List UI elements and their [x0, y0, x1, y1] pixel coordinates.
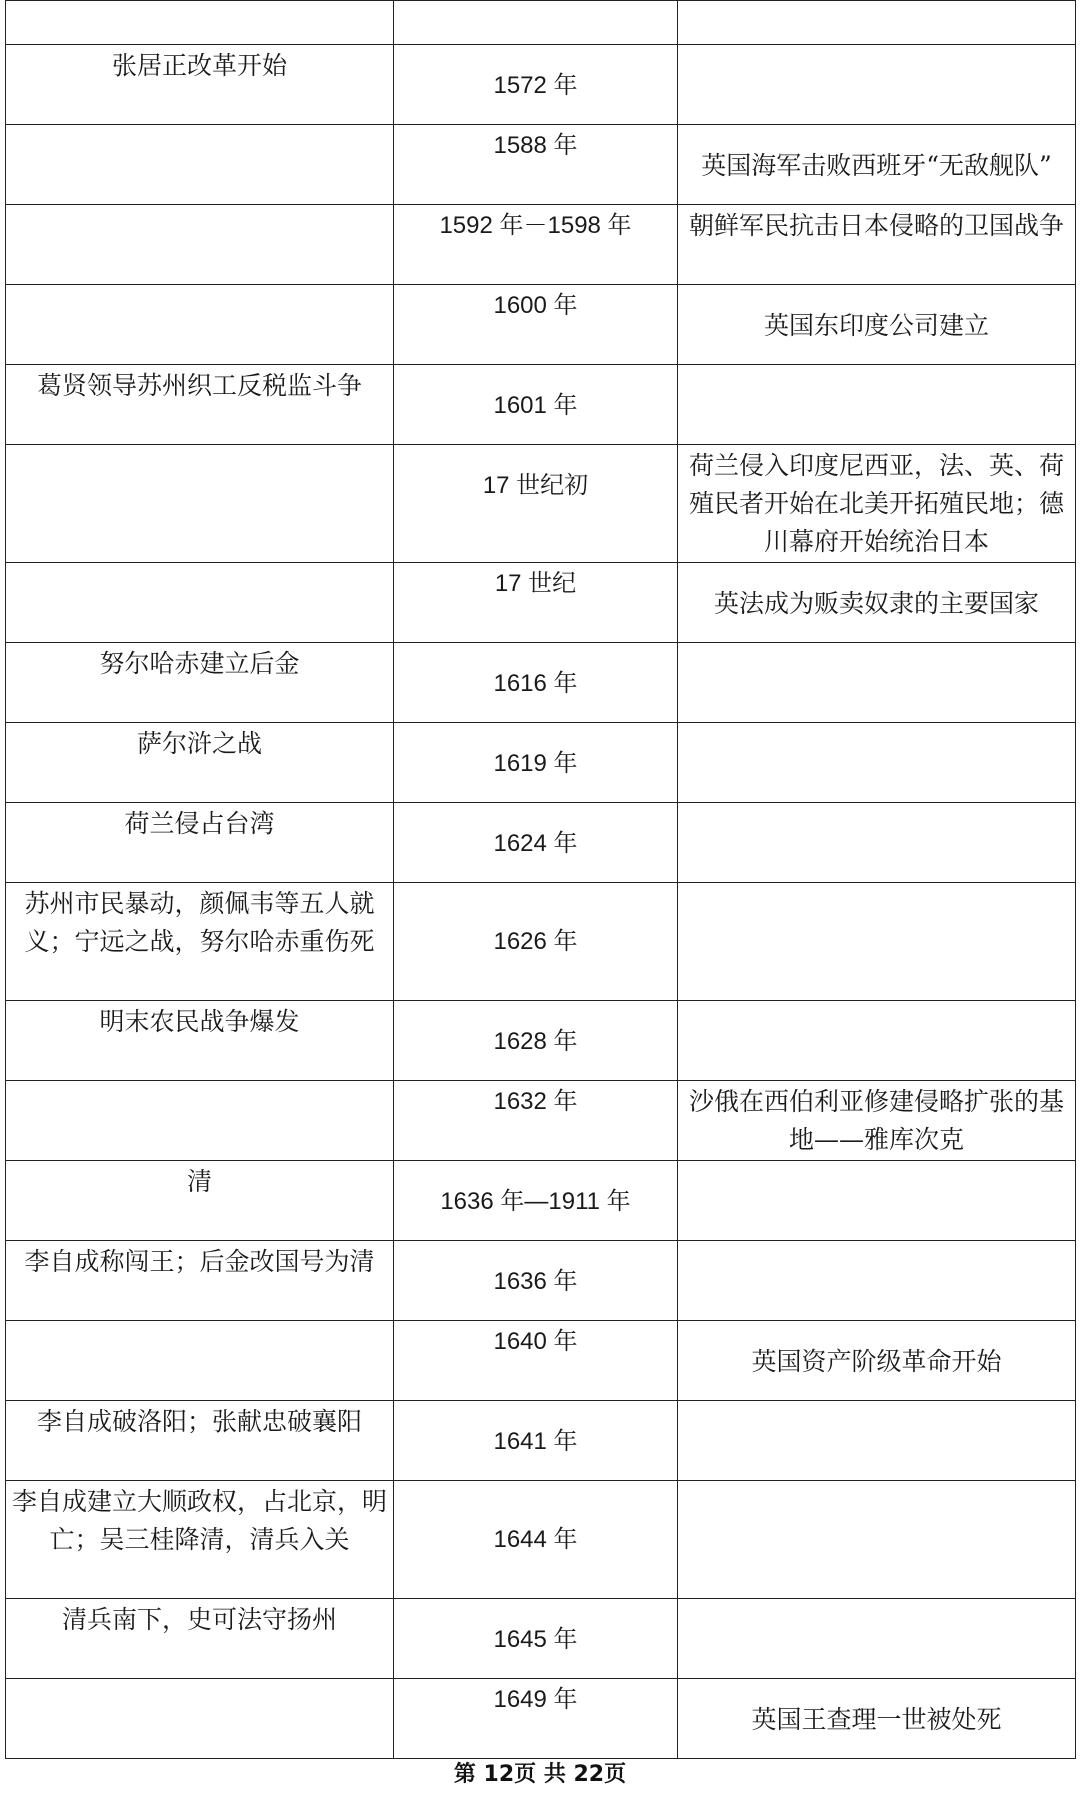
table-row	[6, 205, 1076, 285]
world-event-cell	[678, 1481, 1076, 1599]
china-event-cell: 张居正改革开始	[6, 45, 394, 125]
table-row	[6, 1679, 1076, 1759]
table-row	[6, 1401, 1076, 1481]
china-event-cell: 清兵南下，史可法守扬州	[6, 1599, 394, 1679]
world-event-cell: 沙俄在西伯利亚修建侵略扩张的基地——雅库次克	[678, 1081, 1076, 1161]
table-row	[6, 1599, 1076, 1679]
table-row	[6, 1001, 1076, 1081]
table-row	[6, 1241, 1076, 1321]
china-event-cell	[6, 1679, 394, 1759]
year-cell: 1628 年	[394, 1001, 678, 1081]
world-event-cell: 朝鲜军民抗击日本侵略的卫国战争	[678, 205, 1076, 285]
year-cell: 1649 年	[394, 1679, 678, 1759]
world-event-cell: 英国海军击败西班牙“无敌舰队”	[678, 125, 1076, 205]
table-row	[6, 883, 1076, 1001]
world-event-cell: 英法成为贩卖奴隶的主要国家	[678, 563, 1076, 643]
year-cell	[394, 1, 678, 45]
world-event-cell	[678, 803, 1076, 883]
world-event-cell	[678, 1001, 1076, 1081]
world-event-cell	[678, 1161, 1076, 1241]
china-event-cell	[6, 285, 394, 365]
world-event-cell	[678, 365, 1076, 445]
table-row	[6, 1161, 1076, 1241]
year-cell: 1616 年	[394, 643, 678, 723]
world-event-cell	[678, 883, 1076, 1001]
world-event-cell	[678, 643, 1076, 723]
china-event-cell: 苏州市民暴动，颜佩韦等五人就义；宁远之战，努尔哈赤重伤死	[6, 883, 394, 1001]
year-cell: 1600 年	[394, 285, 678, 365]
table-row	[6, 45, 1076, 125]
table-row	[6, 1081, 1076, 1161]
world-event-cell	[678, 1241, 1076, 1321]
world-event-cell	[678, 1401, 1076, 1481]
china-event-cell	[6, 1321, 394, 1401]
year-cell: 1632 年	[394, 1081, 678, 1161]
year-cell: 1592 年－1598 年	[394, 205, 678, 285]
year-cell: 1624 年	[394, 803, 678, 883]
china-event-cell	[6, 125, 394, 205]
table-row	[6, 643, 1076, 723]
year-cell: 17 世纪	[394, 563, 678, 643]
table-row	[6, 723, 1076, 803]
table-row	[6, 563, 1076, 643]
table-row	[6, 125, 1076, 205]
year-cell: 1640 年	[394, 1321, 678, 1401]
world-event-cell	[678, 45, 1076, 125]
table-row	[6, 1, 1076, 45]
history-timeline-table	[5, 0, 1076, 1759]
china-event-cell: 明末农民战争爆发	[6, 1001, 394, 1081]
china-event-cell	[6, 1081, 394, 1161]
year-cell: 1601 年	[394, 365, 678, 445]
table-row	[6, 1321, 1076, 1401]
china-event-cell	[6, 1, 394, 45]
china-event-cell: 努尔哈赤建立后金	[6, 643, 394, 723]
table-row	[6, 285, 1076, 365]
table-row	[6, 365, 1076, 445]
year-cell: 1626 年	[394, 883, 678, 1001]
year-cell: 1588 年	[394, 125, 678, 205]
year-cell: 1572 年	[394, 45, 678, 125]
year-cell: 1636 年—1911 年	[394, 1161, 678, 1241]
world-event-cell	[678, 1599, 1076, 1679]
china-event-cell	[6, 563, 394, 643]
table-row	[6, 1481, 1076, 1599]
world-event-cell	[678, 1, 1076, 45]
table-row	[6, 445, 1076, 563]
china-event-cell: 李自成建立大顺政权，占北京，明亡；吴三桂降清，清兵入关	[6, 1481, 394, 1599]
world-event-cell: 英国东印度公司建立	[678, 285, 1076, 365]
china-event-cell: 清	[6, 1161, 394, 1241]
world-event-cell: 荷兰侵入印度尼西亚，法、英、荷殖民者开始在北美开拓殖民地；德川幕府开始统治日本	[678, 445, 1076, 563]
year-cell: 1619 年	[394, 723, 678, 803]
china-event-cell: 荷兰侵占台湾	[6, 803, 394, 883]
world-event-cell: 英国王查理一世被处死	[678, 1679, 1076, 1759]
year-cell: 1644 年	[394, 1481, 678, 1599]
china-event-cell: 李自成破洛阳；张献忠破襄阳	[6, 1401, 394, 1481]
year-cell: 17 世纪初	[394, 445, 678, 563]
year-cell: 1636 年	[394, 1241, 678, 1321]
year-cell: 1641 年	[394, 1401, 678, 1481]
world-event-cell: 英国资产阶级革命开始	[678, 1321, 1076, 1401]
china-event-cell: 李自成称闯王；后金改国号为清	[6, 1241, 394, 1321]
china-event-cell	[6, 205, 394, 285]
year-cell: 1645 年	[394, 1599, 678, 1679]
china-event-cell	[6, 445, 394, 563]
china-event-cell: 萨尔浒之战	[6, 723, 394, 803]
page-number-footer: 第 12页 共 22页	[453, 1762, 627, 1787]
table-row	[6, 803, 1076, 883]
china-event-cell: 葛贤领导苏州织工反税监斗争	[6, 365, 394, 445]
world-event-cell	[678, 723, 1076, 803]
